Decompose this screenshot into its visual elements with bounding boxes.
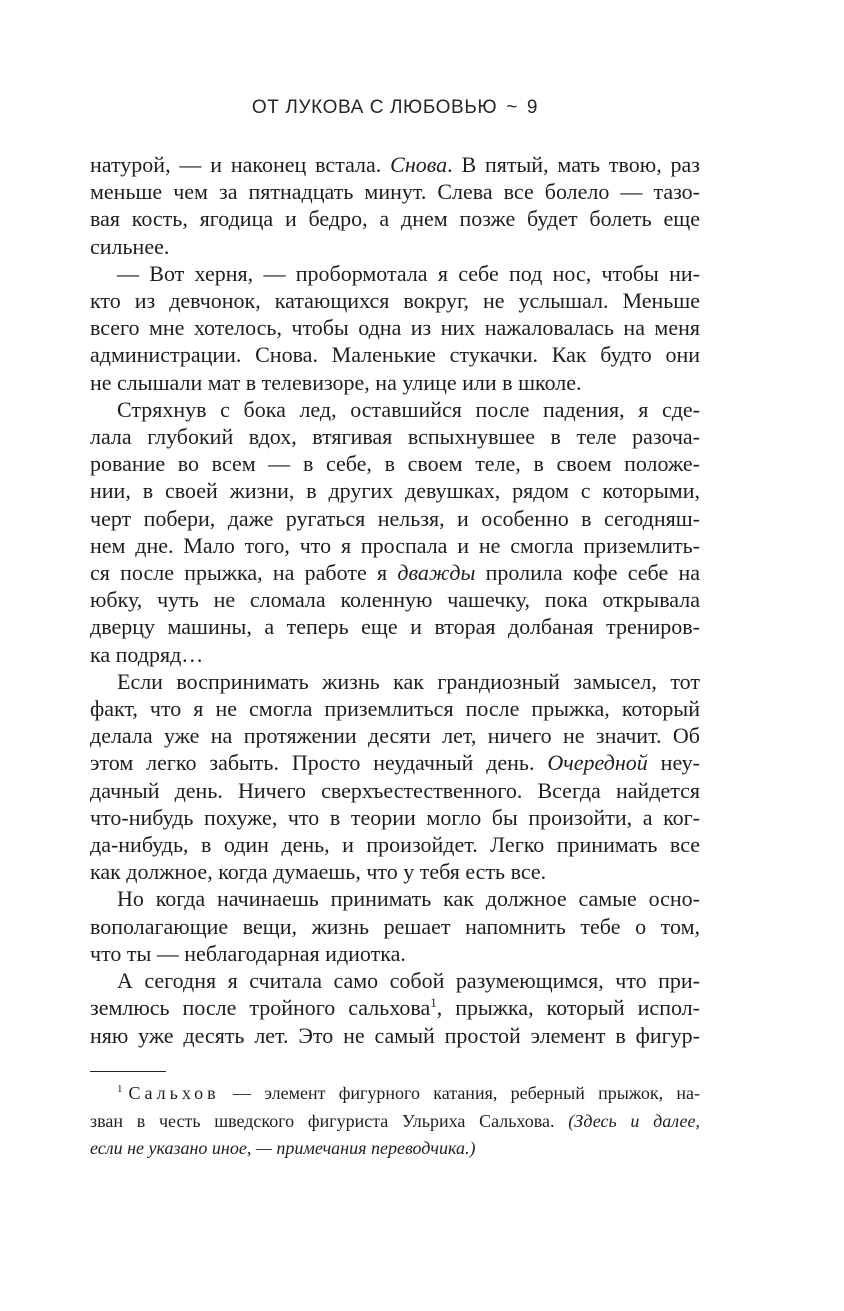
text-segment: что ты — неблагодарная идиотка. <box>90 940 406 966</box>
text-line <box>90 967 700 994</box>
text-segment: меньше чем за пятнадцать минут. Слева все болело — тазо- <box>90 179 700 205</box>
text-segment: нии, в своей жизни, в других девушках, рядом с которыми, <box>90 478 700 504</box>
text-line <box>90 341 700 368</box>
text-segment: да-нибудь, в один день, и произойдет. Легко принимать все <box>90 832 700 858</box>
footnote <box>90 1080 700 1163</box>
text-line <box>90 450 700 477</box>
text-segment: черт побери, даже ругаться нельзя, и особенно в сегодняш- <box>90 505 700 531</box>
footnote-term: Сальхов <box>128 1083 220 1103</box>
text-segment: этом легко забыть. Просто неудачный день. <box>90 750 548 776</box>
text-segment: нем дне. Мало того, что я проспала и не смогла приземлить- <box>90 532 700 558</box>
text-segment: натурой, — и наконец встала. <box>90 152 391 177</box>
header-separator: ~ <box>506 97 518 118</box>
text-line <box>90 804 700 831</box>
text-segment: А сегодня я считала само собой разумеющимся, что при- <box>117 968 700 994</box>
text-line <box>90 260 700 287</box>
text-segment: дачный день. Ничего сверхъестественного. Всегда найдется <box>90 777 700 803</box>
text-line <box>90 994 700 1021</box>
text-segment: всего мне хотелось, чтобы одна из них нажаловалась на меня <box>90 315 700 341</box>
text-line <box>90 722 700 749</box>
running-header <box>90 96 700 120</box>
text-segment: . В пятый, мать твою, раз <box>447 152 700 177</box>
text-line <box>90 423 700 450</box>
text-segment: — Вот херня, — пробормотала я себе под нос, чтобы ни- <box>117 260 700 286</box>
text-line <box>90 369 700 396</box>
text-line <box>90 913 700 940</box>
text-segment: сильнее. <box>90 233 170 259</box>
page-number: 9 <box>526 97 539 118</box>
text-line <box>90 532 700 559</box>
text-segment: землюсь после тройного сальхова <box>90 995 431 1021</box>
paragraph <box>90 260 700 396</box>
text-segment: няю уже десять лет. Это не самый простой элемент в фигур- <box>90 1022 700 1048</box>
text-segment: лала глубокий вдох, втягивая вспыхнувшее в теле разоча- <box>90 424 700 450</box>
text-line <box>90 505 700 532</box>
paragraph <box>90 396 700 668</box>
paragraph <box>90 151 700 260</box>
text-segment: ся после прыжка, на работе я <box>90 560 398 586</box>
text-segment: Стряхнув с бока лед, оставшийся после падения, я сде- <box>117 396 700 422</box>
text-segment: , прыжка, который испол- <box>436 995 700 1021</box>
text-line <box>90 777 700 804</box>
text-line <box>90 885 700 912</box>
text-line <box>90 314 700 341</box>
text-line <box>90 613 700 640</box>
text-segment: неу- <box>647 750 700 776</box>
text-line <box>90 940 700 967</box>
footnote-line <box>90 1108 700 1136</box>
footnote-line <box>90 1080 700 1108</box>
text-line <box>90 396 700 423</box>
footnote-editorial-note: если не указано иное, — примечания переводчика.) <box>90 1138 476 1158</box>
text-line <box>90 178 700 205</box>
text-line <box>90 233 700 260</box>
text-segment: что-нибудь похуже, что в теории могло бы произойти, а ког- <box>90 804 700 830</box>
text-line <box>90 831 700 858</box>
text-line <box>90 205 700 232</box>
footnote-reference: 1 <box>430 995 437 1011</box>
text-segment: пролила кофе себе на <box>475 560 701 586</box>
paragraph <box>90 967 700 1049</box>
text-segment: как должное, когда думаешь, что у тебя есть все. <box>90 859 547 885</box>
text-segment: юбку, чуть не сломала коленную чашечку, пока открывала <box>90 587 700 613</box>
running-title: ОТ ЛУКОВА С ЛЮБОВЬЮ <box>251 97 498 118</box>
text-segment: делала уже на протяжении десяти лет, ничего не значит. Об <box>90 723 700 749</box>
text-line <box>90 749 700 776</box>
text-line <box>90 641 700 668</box>
text-segment: рование во всем — в себе, в своем теле, в своем положе- <box>90 451 700 477</box>
text-segment: Если воспринимать жизнь как грандиозный замысел, тот <box>117 668 700 694</box>
text-segment: вополагающие вещи, жизнь решает напомнить тебе о том, <box>90 913 700 939</box>
text-segment: кто из девчонок, катающихся вокруг, не услышал. Меньше <box>90 288 700 314</box>
footnote-editorial-note: (Здесь и далее, <box>568 1110 700 1131</box>
text-segment: администрации. Снова. Маленькие стукачки. Как будто они <box>90 342 700 368</box>
text-segment: не слышали мат в телевизоре, на улице или в школе. <box>90 369 582 395</box>
text-segment: ка подряд… <box>90 641 204 667</box>
text-line <box>90 287 700 314</box>
text-segment: Но когда начинаешь принимать как должное самые осно- <box>117 886 700 912</box>
text-line <box>90 858 700 885</box>
text-line <box>90 586 700 613</box>
footnote-marker: 1 <box>117 1083 123 1095</box>
text-segment: факт, что я не смогла приземлиться после прыжка, который <box>90 696 700 722</box>
text-line <box>90 695 700 722</box>
main-text <box>90 151 700 1049</box>
italic-emphasis: Очередной <box>547 750 648 776</box>
text-segment: вая кость, ягодица и бедро, а днем позже будет болеть еще <box>90 206 700 232</box>
footnote-text: зван в честь шведского фигуриста Ульриха Сальхова. <box>90 1110 569 1131</box>
paragraph <box>90 668 700 886</box>
footnote-line <box>90 1135 700 1163</box>
text-line <box>90 668 700 695</box>
text-line <box>90 151 700 178</box>
italic-emphasis: Снова <box>390 152 448 177</box>
footnote-text: — элемент фигурного катания, реберный прыжок, на- <box>219 1083 700 1103</box>
paragraph <box>90 885 700 967</box>
text-line <box>90 559 700 586</box>
text-segment: дверцу машины, а теперь еще и вторая долбаная трениров- <box>90 614 700 640</box>
text-line <box>90 477 700 504</box>
footnote-divider <box>90 1071 166 1072</box>
italic-emphasis: дважды <box>397 560 476 586</box>
text-line <box>90 1022 700 1049</box>
